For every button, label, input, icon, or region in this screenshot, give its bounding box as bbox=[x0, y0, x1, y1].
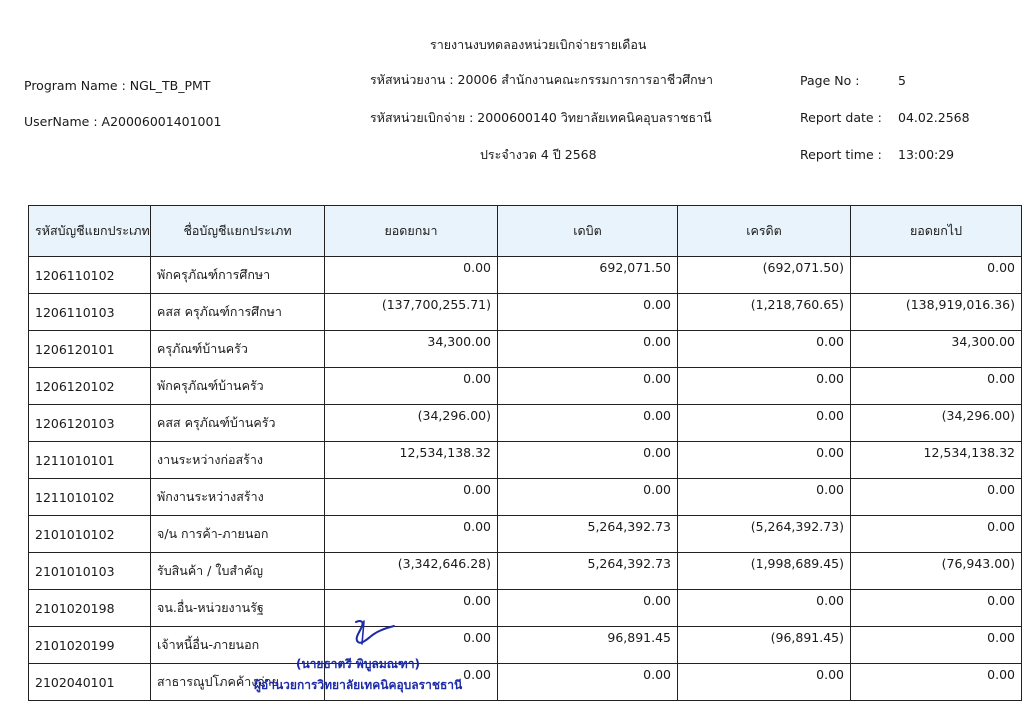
debit-amount: 0.00 bbox=[498, 368, 678, 405]
disbursing-unit-code: รหัสหน่วยเบิกจ่าย : 2000600140 วิทยาลัยเทคนิคอุบลราชธานี bbox=[370, 110, 712, 125]
closing-balance: 0.00 bbox=[851, 479, 1022, 516]
account-code: 1211010101 bbox=[29, 442, 151, 479]
account-name: งานระหว่างก่อสร้าง bbox=[151, 442, 325, 479]
debit-amount: 0.00 bbox=[498, 442, 678, 479]
closing-balance: 0.00 bbox=[851, 627, 1022, 664]
credit-amount: 0.00 bbox=[678, 368, 851, 405]
report-period: ประจำงวด 4 ปี 2568 bbox=[480, 147, 597, 162]
table-row bbox=[29, 294, 1022, 331]
account-code: 1206120102 bbox=[29, 368, 151, 405]
credit-amount: (5,264,392.73) bbox=[678, 516, 851, 553]
col-header-debit: เดบิต bbox=[498, 206, 678, 257]
debit-amount: 0.00 bbox=[498, 590, 678, 627]
account-name: พักงานระหว่างสร้าง bbox=[151, 479, 325, 516]
handwritten-signature bbox=[350, 618, 398, 648]
credit-amount: (1,998,689.45) bbox=[678, 553, 851, 590]
col-header-account-code: รหัสบัญชีแยกประเภท bbox=[29, 206, 151, 257]
page-no-label: Page No : bbox=[800, 73, 860, 88]
table-row bbox=[29, 479, 1022, 516]
account-name: จ/น การค้า-ภายนอก bbox=[151, 516, 325, 553]
account-code: 1206110103 bbox=[29, 294, 151, 331]
table-row bbox=[29, 331, 1022, 368]
account-name: เจ้าหนี้อื่น-ภายนอก bbox=[151, 627, 325, 664]
debit-amount: 5,264,392.73 bbox=[498, 516, 678, 553]
account-name: รับสินค้า / ใบสำคัญ bbox=[151, 553, 325, 590]
table-row bbox=[29, 590, 1022, 627]
table-header-row bbox=[29, 206, 1022, 257]
table-row bbox=[29, 553, 1022, 590]
opening-balance: 0.00 bbox=[325, 627, 498, 664]
agency-code: รหัสหน่วยงาน : 20006 สำนักงานคณะกรรมการการอาชีวศึกษา bbox=[370, 72, 714, 87]
table-row bbox=[29, 405, 1022, 442]
table-row bbox=[29, 442, 1022, 479]
debit-amount: 5,264,392.73 bbox=[498, 553, 678, 590]
page-no-value: 5 bbox=[898, 73, 906, 88]
opening-balance: (3,342,646.28) bbox=[325, 553, 498, 590]
table-row bbox=[29, 257, 1022, 294]
credit-amount: 0.00 bbox=[678, 331, 851, 368]
account-name: พักครุภัณฑ์การศึกษา bbox=[151, 257, 325, 294]
opening-balance: 0.00 bbox=[325, 664, 498, 701]
closing-balance: (138,919,016.36) bbox=[851, 294, 1022, 331]
account-name: คสส ครุภัณฑ์การศึกษา bbox=[151, 294, 325, 331]
account-code: 2102040101 bbox=[29, 664, 151, 701]
closing-balance: 0.00 bbox=[851, 257, 1022, 294]
account-code: 1206120103 bbox=[29, 405, 151, 442]
closing-balance: 0.00 bbox=[851, 664, 1022, 701]
account-name: จน.อื่น-หน่วยงานรัฐ bbox=[151, 590, 325, 627]
closing-balance: 0.00 bbox=[851, 368, 1022, 405]
debit-amount: 96,891.45 bbox=[498, 627, 678, 664]
opening-balance: 0.00 bbox=[325, 516, 498, 553]
debit-amount: 0.00 bbox=[498, 664, 678, 701]
account-code: 2101020199 bbox=[29, 627, 151, 664]
account-code: 2101010103 bbox=[29, 553, 151, 590]
closing-balance: 34,300.00 bbox=[851, 331, 1022, 368]
account-code: 2101010102 bbox=[29, 516, 151, 553]
table-row bbox=[29, 516, 1022, 553]
report-title: รายงานงบทดลองหน่วยเบิกจ่ายรายเดือน bbox=[430, 37, 647, 52]
table-row bbox=[29, 627, 1022, 664]
credit-amount: 0.00 bbox=[678, 442, 851, 479]
col-header-opening-balance: ยอดยกมา bbox=[325, 206, 498, 257]
report-time-value: 13:00:29 bbox=[898, 147, 955, 162]
opening-balance: 0.00 bbox=[325, 257, 498, 294]
closing-balance: (34,296.00) bbox=[851, 405, 1022, 442]
account-code: 2101020198 bbox=[29, 590, 151, 627]
opening-balance: (137,700,255.71) bbox=[325, 294, 498, 331]
debit-amount: 0.00 bbox=[498, 405, 678, 442]
account-name: คสส ครุภัณฑ์บ้านครัว bbox=[151, 405, 325, 442]
credit-amount: (1,218,760.65) bbox=[678, 294, 851, 331]
trial-balance-table bbox=[28, 205, 1022, 701]
col-header-closing-balance: ยอดยกไป bbox=[851, 206, 1022, 257]
debit-amount: 0.00 bbox=[498, 294, 678, 331]
opening-balance: 34,300.00 bbox=[325, 331, 498, 368]
opening-balance: 0.00 bbox=[325, 590, 498, 627]
table-row bbox=[29, 368, 1022, 405]
table-row bbox=[29, 664, 1022, 701]
signatory-name: (นายธาตรี พิบูลมณฑา) bbox=[296, 657, 421, 671]
col-header-account-name: ชื่อบัญชีแยกประเภท bbox=[151, 206, 325, 257]
account-code: 1206110102 bbox=[29, 257, 151, 294]
program-name: Program Name : NGL_TB_PMT bbox=[24, 78, 211, 93]
account-name: พักครุภัณฑ์บ้านครัว bbox=[151, 368, 325, 405]
credit-amount: (692,071.50) bbox=[678, 257, 851, 294]
opening-balance: 0.00 bbox=[325, 479, 498, 516]
account-name: ครุภัณฑ์บ้านครัว bbox=[151, 331, 325, 368]
credit-amount: 0.00 bbox=[678, 479, 851, 516]
credit-amount: 0.00 bbox=[678, 590, 851, 627]
closing-balance: (76,943.00) bbox=[851, 553, 1022, 590]
opening-balance: 0.00 bbox=[325, 368, 498, 405]
credit-amount: 0.00 bbox=[678, 405, 851, 442]
account-code: 1211010102 bbox=[29, 479, 151, 516]
report-time-label: Report time : bbox=[800, 147, 882, 162]
account-code: 1206120101 bbox=[29, 331, 151, 368]
report-date-label: Report date : bbox=[800, 110, 882, 125]
credit-amount: (96,891.45) bbox=[678, 627, 851, 664]
debit-amount: 0.00 bbox=[498, 479, 678, 516]
credit-amount: 0.00 bbox=[678, 664, 851, 701]
report-date-value: 04.02.2568 bbox=[898, 110, 970, 125]
closing-balance: 0.00 bbox=[851, 516, 1022, 553]
opening-balance: (34,296.00) bbox=[325, 405, 498, 442]
closing-balance: 12,534,138.32 bbox=[851, 442, 1022, 479]
col-header-credit: เครดิต bbox=[678, 206, 851, 257]
opening-balance: 12,534,138.32 bbox=[325, 442, 498, 479]
account-name: สาธารณูปโภคค้างจ่าย bbox=[151, 664, 325, 701]
debit-amount: 692,071.50 bbox=[498, 257, 678, 294]
debit-amount: 0.00 bbox=[498, 331, 678, 368]
user-name: UserName : A20006001401001 bbox=[24, 114, 222, 129]
closing-balance: 0.00 bbox=[851, 590, 1022, 627]
signatory-title: ผู้อำนวยการวิทยาลัยเทคนิคอุบลราชธานี bbox=[254, 678, 463, 692]
